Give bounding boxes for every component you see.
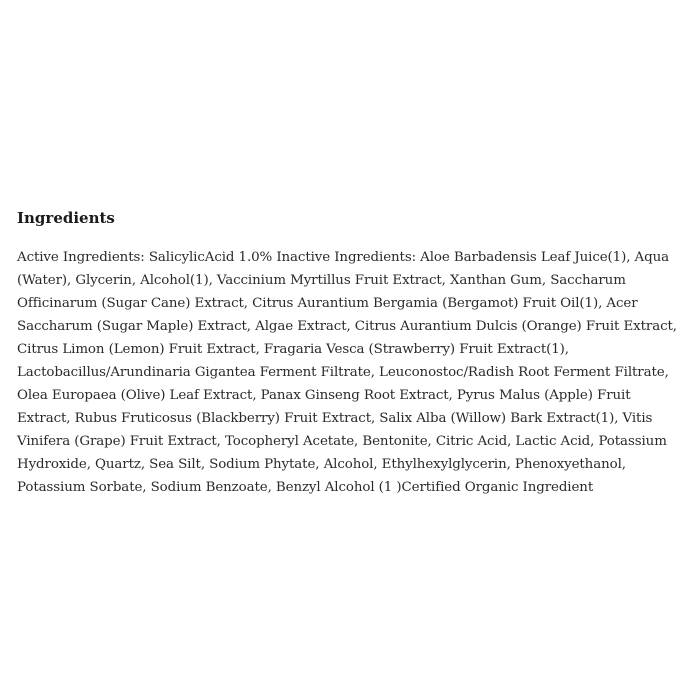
ingredients-heading: Ingredients — [17, 209, 115, 227]
ingredients-section — [17, 207, 687, 499]
ingredients-text: Active Ingredients: SalicylicAcid 1.0% Inactive Ingredients: Aloe Barbadensis Leaf Juice(1), Aqua (Water), Glycerin, Alcohol(1), Vaccinium Myrtillus Fruit Extract, Xanthan Gum, Saccharum Officinarum (Sugar Cane) Extract, Citrus Aurantium Bergamia (Bergamot) Fruit Oil(1), Acer Saccharum (Sugar Maple) Extract, Algae Extract, Citrus Aurantium Dulcis (Orange) Fruit Extract, Citrus Limon (Lemon) Fruit Extract, Fragaria Vesca (Strawberry) Fruit Extract(1), Lactobacillus/Arundinaria Gigantea Ferment Filtrate, Leuconostoc/Radish Root Ferment Filtrate, Olea Europaea (Olive) Leaf Extract, Panax Ginseng Root Extract, Pyrus Malus (Apple) Fruit Extract, Rubus Fruticosus (Blackberry) Fruit Extract, Salix Alba (Willow) Bark Extract(1), Vitis Vinifera (Grape) Fruit Extract, Tocopheryl Acetate, Bentonite, Citric Acid, Lactic Acid, Potassium Hydroxide, Quartz, Sea Silt, Sodium Phytate, Alcohol, Ethylhexylglycerin, Phenoxyethanol, Potassium Sorbate, Sodium Benzoate, Benzyl Alcohol (1 )Certified Organic Ingredient — [17, 250, 677, 495]
